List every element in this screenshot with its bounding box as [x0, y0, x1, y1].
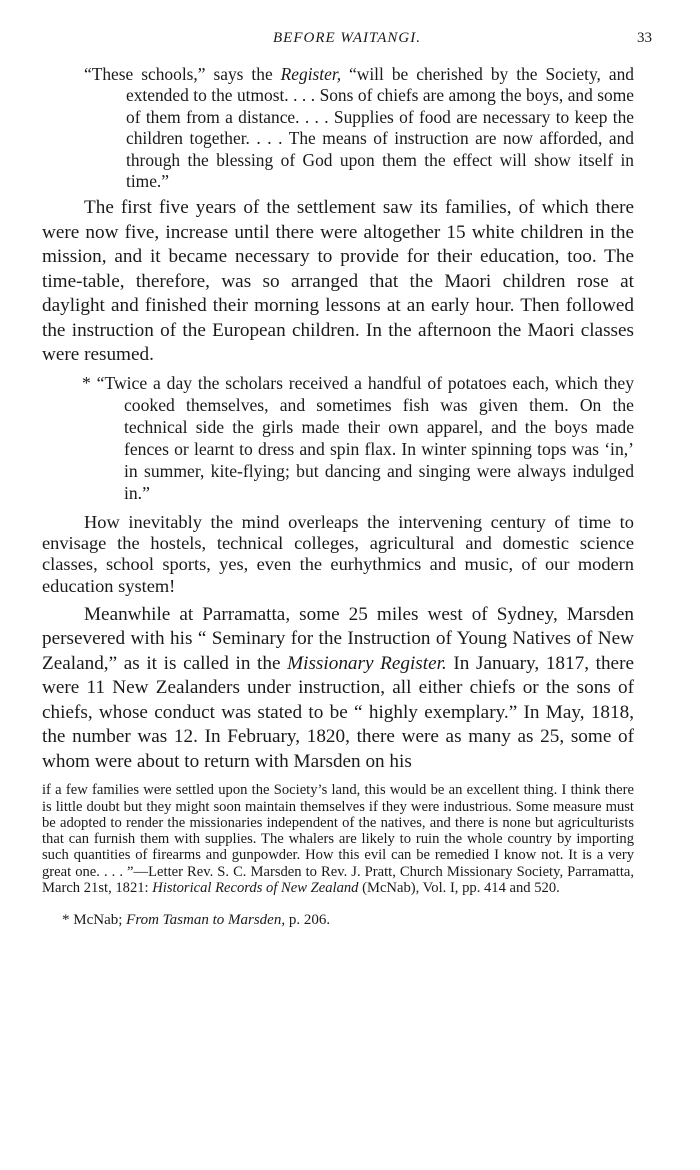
footnote-letter — [42, 782, 634, 896]
footnote-text: (McNab), Vol. I, pp. 414 and 520. — [358, 880, 560, 897]
register-title: Register, — [280, 64, 342, 84]
running-title: BEFORE WAITANGI. — [273, 30, 421, 46]
paragraph-first-five-years: The first five years of the settlement saw its families, of which there were now five, increase until there were altogether 15 white children in the mission, and it became necessary to provide for their education, too. The time-table, therefore, was so arranged that the Maori children rose at daylight and finished their morning lessons at an early hour. Then followed the instruction of the European children. In the afternoon the Maori classes were resumed. — [42, 197, 634, 366]
source-note-text: * McNab; — [62, 912, 127, 929]
source-note-text: p. 206. — [285, 912, 331, 929]
historical-records-title: Historical Records of New Zealand — [152, 880, 359, 897]
page-header — [42, 30, 652, 54]
page-number: 33 — [637, 30, 652, 46]
register-quote — [84, 64, 634, 192]
scholars-quote: * “Twice a day the scholars received a handful of potatoes each, which they cooked themselves, and sometimes fish was given them. On the technical side the girls made their own apparel, and the boys made fences or learnt to dress and spin flax. In winter spinning tops was ‘in,’ in summer, kite-flying; but dancing and singing were always indulged in.” — [82, 372, 634, 503]
paragraph-text: In January, 1817, there were 11 New Zealanders under instruction, all either chiefs or the sons of chiefs, whose conduct was stated to be “ highly exemplary.” In May, 1818, the number was 12. In February, 1820, there were as many as 25, some of whom were about to return with Marsden on his — [42, 652, 634, 772]
paragraph-parramatta — [42, 603, 634, 775]
source-title: From Tasman to Marsden, — [126, 912, 286, 929]
quote-text: “These schools,” says the — [84, 64, 281, 84]
quote-text: “will be cherished by the Society, and extended to the utmost. . . . Sons of chiefs are among the boys, and some of them from a distance. . . . Supplies of food are necessary to keep the children together. . . . The means of instruction are now afforded, and through the blessing of God upon them the effect will show itself in time.” — [126, 64, 634, 192]
missionary-register-title: Missionary Register. — [287, 652, 447, 674]
body-text — [42, 64, 634, 933]
paragraph-text: Meanwhile at Parramatta, some 25 miles west of Sydney, Marsden persevered with his “ Seminary for the Instruction of Young Natives of New Zealand,” as it is called in the — [42, 603, 634, 674]
footnote-text: if a few families were settled upon the Society’s land, this would be an excellent thing. I think there is little doubt but they might soon maintain themselves if they were industrious. Some measure must be adopted to render the missionaries independent of the natives, and there is none but agriculturists that can furnish them with supplies. The whalers are likely to ruin the whole country by importing such quantities of firearms and gunpowder. How this evil can be remedied I know not. It is a very great one. . . . ”—Letter Rev. S. C. Marsden to Rev. J. Pratt, Church Missionary Society, Parramatta, March 21st, 1821: — [42, 782, 634, 897]
source-note — [62, 908, 634, 933]
paragraph-modern-education: How inevitably the mind overleaps the intervening century of time to envisage the hostels, technical colleges, agricultural and domestic science classes, school sports, yes, even the eurhythmics and music, of our modern education system! — [42, 511, 634, 596]
